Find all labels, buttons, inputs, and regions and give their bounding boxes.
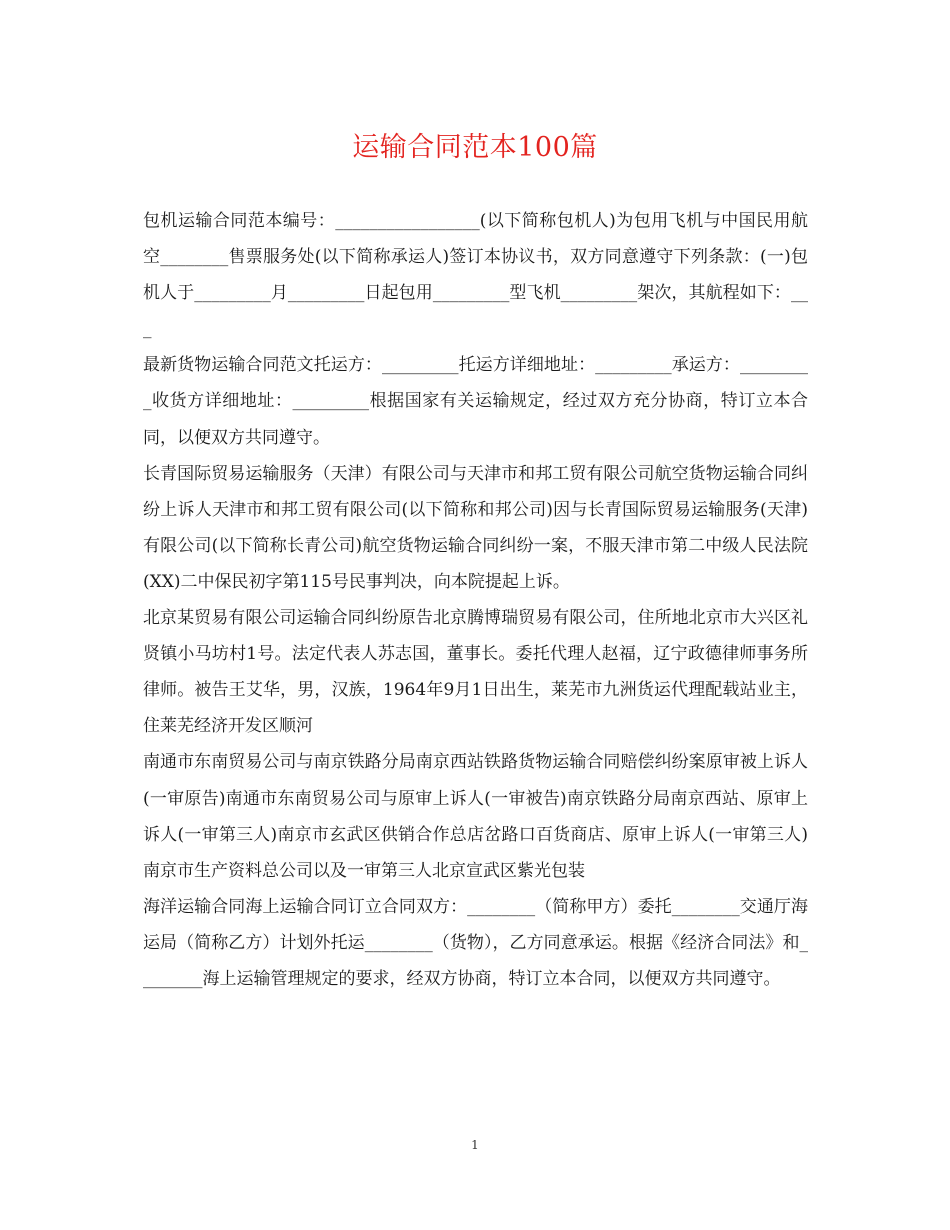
paragraph-railway-compensation: 南通市东南贸易公司与南京铁路分局南京西站铁路货物运输合同赔偿纠纷案原审被上诉人(一审原告)南通市东南贸易公司与原审上诉人(一审被告)南京铁路分局南京西站、原审上诉人(一审第三人)南京市玄武区供销合作总店岔路口百货商店、原审上诉人(一审第三人)南京市生产资料总公司以及一审第三人北京宣武区紫光包装 xyxy=(143,752,808,881)
paragraph-beijing-trade-dispute: 北京某贸易有限公司运输合同纠纷原告北京腾博瑞贸易有限公司，住所地北京市大兴区礼贤镇小马坊村1号。法定代表人苏志国，董事长。委托代理人赵福，辽宁政德律师事务所律师。被告王艾华，男，汉族，1964年9月1日出生，莱芜市九洲货运代理配载站业主，住莱芜经济开发区顺河 xyxy=(143,608,808,737)
paragraph-charter-contract: 包机运输合同范本编号：_________________(以下简称包机人)为包用飞机与中国民用航空________售票服务处(以下简称承运人)签订本协议书，双方同意遵守下列条款：(一)包机人于_________月_________日起包用_________型飞机_________架次，其航程如下：___ xyxy=(143,211,808,340)
document-title: 运输合同范本100篇 xyxy=(352,132,598,163)
paragraph-cargo-contract: 最新货物运输合同范文托运方：_________托运方详细地址：_________承运方：_________收货方详细地址：_________根据国家有关运输规定，经过双方充分协商，特订立本合同，以便双方共同遵守。 xyxy=(143,355,808,448)
document-body xyxy=(143,203,808,997)
page-number: 1 xyxy=(471,1138,479,1152)
paragraph-maritime-contract: 海洋运输合同海上运输合同订立合同双方：________（简称甲方）委托________交通厅海运局（简称乙方）计划外托运________（货物），乙方同意承运。根据《经济合同法》和________海上运输管理规定的要求，经双方协商，特订立本合同，以便双方共同遵守。 xyxy=(143,896,808,989)
paragraph-air-cargo-dispute: 长青国际贸易运输服务（天津）有限公司与天津市和邦工贸有限公司航空货物运输合同纠纷上诉人天津市和邦工贸有限公司(以下简称和邦公司)因与长青国际贸易运输服务(天津)有限公司(以下简称长青公司)航空货物运输合同纠纷一案，不服天津市第二中级人民法院(XX)二中保民初字第115号民事判决，向本院提起上诉。 xyxy=(143,463,808,592)
